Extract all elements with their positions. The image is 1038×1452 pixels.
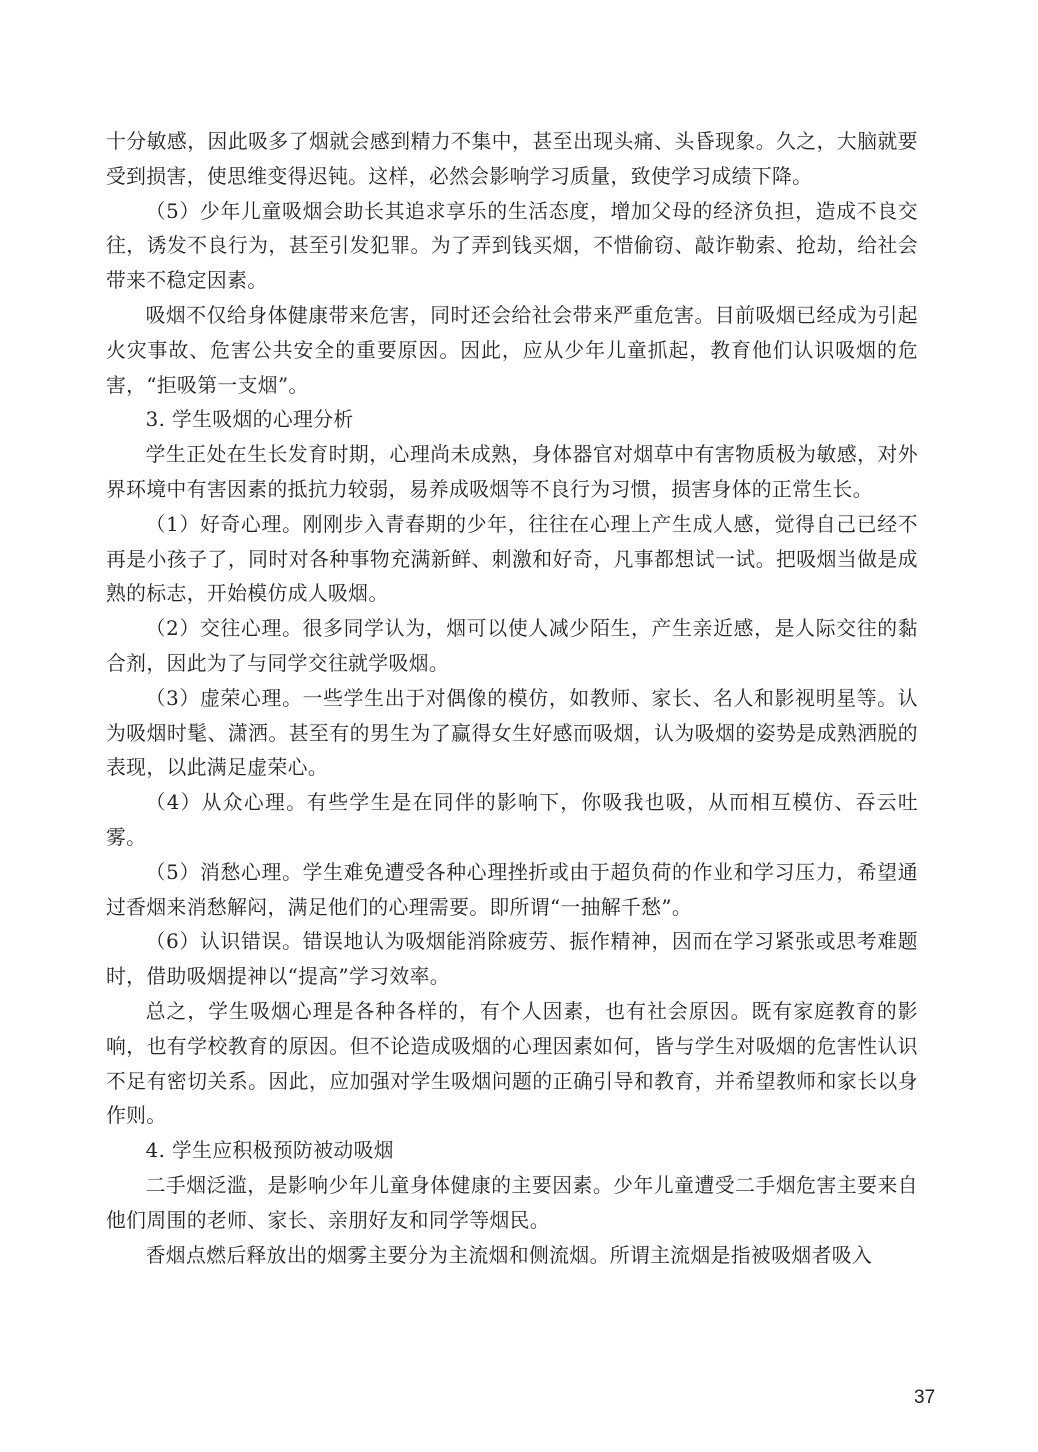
paragraph: （4）从众心理。有些学生是在同伴的影响下，你吸我也吸，从而相互模仿、吞云吐雾。	[106, 791, 918, 849]
paragraph: （5）消愁心理。学生难免遭受各种心理挫折或由于超负荷的作业和学习压力，希望通过香烟来消愁解闷，满足他们的心理需要。即所谓“一抽解千愁”。	[106, 860, 918, 919]
paragraph: （6）认识错误。错误地认为吸烟能消除疲劳、振作精神，因而在学习紧张或思考难题时，借助吸烟提神以“提高”学习效率。	[106, 930, 918, 989]
paragraph: 吸烟不仅给身体健康带来危害，同时还会给社会带来严重危害。目前吸烟已经成为引起火灾事故、危害公共安全的重要原因。因此，应从少年儿童抓起，教育他们认识吸烟的危害，“拒吸第一支烟”。	[106, 303, 918, 397]
paragraph: （2）交往心理。很多同学认为，烟可以使人减少陌生，产生亲近感，是人际交往的黏合剂，因此为了与同学交往就学吸烟。	[106, 617, 918, 675]
section-heading: 3. 学生吸烟的心理分析	[145, 408, 354, 432]
page-number: 37	[914, 1387, 936, 1408]
paragraph: 香烟点燃后释放出的烟雾主要分为主流烟和侧流烟。所谓主流烟是指被吸烟者吸入	[145, 1243, 873, 1267]
paragraph: 二手烟泛滥，是影响少年儿童身体健康的主要因素。少年儿童遭受二手烟危害主要来自他们周围的老师、家长、亲朋好友和同学等烟民。	[106, 1173, 918, 1232]
paragraph: 总之，学生吸烟心理是各种各样的，有个人因素，也有社会原因。既有家庭教育的影响，也有学校教育的原因。但不论造成吸烟的心理因素如何，皆与学生对吸烟的危害性认识不足有密切关系。因此，应加强对学生吸烟问题的正确引导和教育，并希望教师和家长以身作则。	[106, 999, 918, 1128]
paragraph: 十分敏感，因此吸多了烟就会感到精力不集中，甚至出现头痛、头昏现象。久之，大脑就要受到损害，使思维变得迟钝。这样，必然会影响学习质量，致使学习成绩下降。	[106, 130, 918, 188]
paragraph: （3）虚荣心理。一些学生出于对偶像的模仿，如教师、家长、名人和影视明星等。认为吸烟时髦、潇洒。甚至有的男生为了赢得女生好感而吸烟，认为吸烟的姿势是成熟洒脱的表现，以此满足虚荣心。	[106, 686, 918, 780]
paragraph: 学生正处在生长发育时期，心理尚未成熟，身体器官对烟草中有害物质极为敏感，对外界环境中有害因素的抵抗力较弱，易养成吸烟等不良行为习惯，损害身体的正常生长。	[106, 443, 918, 501]
section-heading: 4. 学生应积极预防被动吸烟	[145, 1139, 394, 1163]
paragraph: （1）好奇心理。刚刚步入青春期的少年，往往在心理上产生成人感，觉得自己已经不再是小孩子了，同时对各种事物充满新鲜、刺激和好奇，凡事都想试一试。把吸烟当做是成熟的标志，开始模仿成人吸烟。	[106, 512, 918, 606]
page-body	[106, 125, 918, 1273]
paragraph: （5）少年儿童吸烟会助长其追求享乐的生活态度，增加父母的经济负担，造成不良交往，诱发不良行为，甚至引发犯罪。为了弄到钱买烟，不惜偷窃、敲诈勒索、抢劫，给社会带来不稳定因素。	[106, 199, 918, 293]
